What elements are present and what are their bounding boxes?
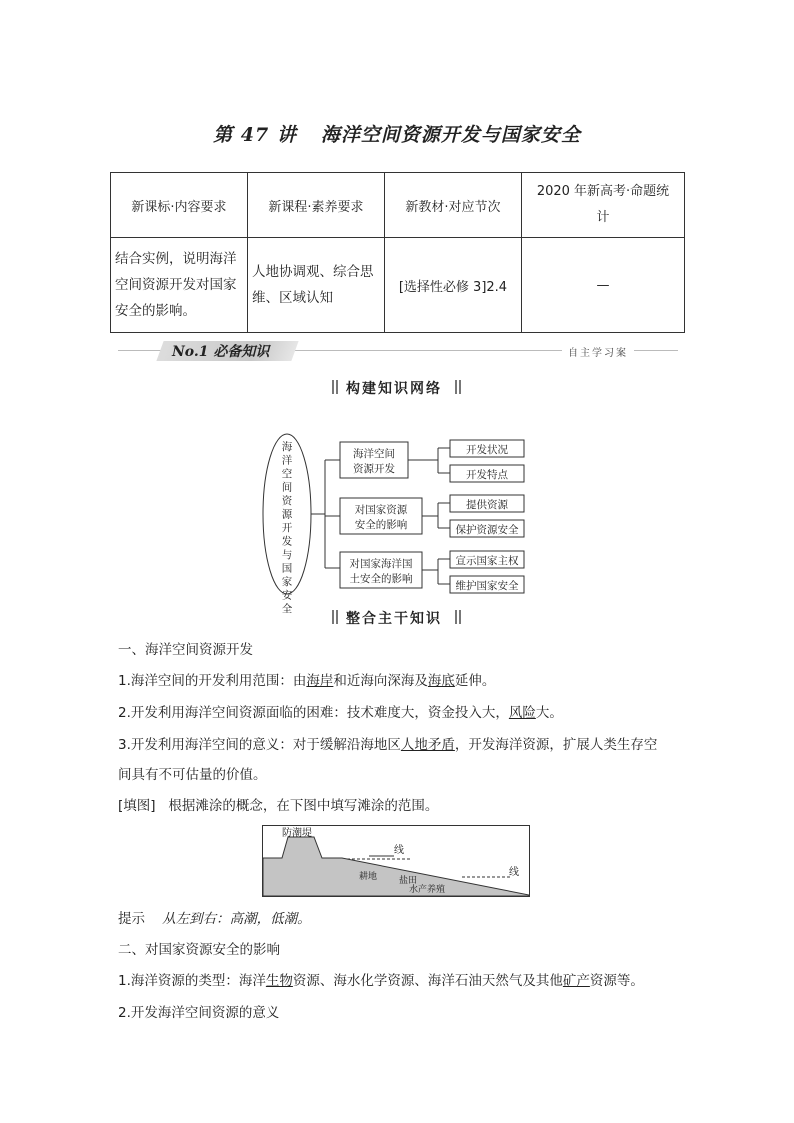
paragraph-significance: 3.开发利用海洋空间的意义：对于缓解沿海地区人地矛盾，开发海洋资源，扩展人类生存空 bbox=[118, 737, 658, 753]
label-line-high: 线 bbox=[394, 845, 404, 856]
tip: 提示 从左到右：高潮，低潮。 bbox=[118, 911, 311, 927]
table-header-cell: 新课标·内容要求 bbox=[111, 173, 248, 238]
label-dike: 防潮堤 bbox=[282, 828, 312, 839]
paragraph-significance-cont: 间具有不可估量的价值。 bbox=[118, 767, 267, 783]
mindmap-leaf: 开发状况 bbox=[466, 444, 508, 456]
part2-heading: 二、对国家资源安全的影响 bbox=[118, 942, 280, 958]
heading-bar-left bbox=[332, 380, 334, 394]
heading-bar-right bbox=[455, 610, 457, 624]
table-cell: 人地协调观、综合思维、区域认知 bbox=[247, 238, 384, 333]
tidal-flat-figure bbox=[262, 825, 530, 897]
label-salt-field: 盐田 bbox=[399, 876, 418, 886]
mindmap-root-char: 安 bbox=[281, 589, 293, 602]
page-title bbox=[0, 120, 794, 147]
mindmap-branch: 海洋空间 bbox=[353, 448, 395, 460]
heading-bar-right bbox=[455, 380, 457, 394]
heading-knowledge-network: 构建知识网络 bbox=[346, 381, 442, 397]
mindmap-root-char: 开 bbox=[281, 522, 293, 534]
mindmap-leaf: 提供资源 bbox=[466, 499, 508, 511]
mindmap-root-char: 空 bbox=[281, 468, 293, 480]
mindmap-root-char: 洋 bbox=[281, 454, 293, 467]
mindmap-root-char: 发 bbox=[281, 535, 293, 548]
label-aquaculture: 水产养殖 bbox=[409, 885, 446, 895]
answer-blank: 风险 bbox=[508, 705, 536, 721]
knowledge-mindmap bbox=[260, 432, 535, 615]
table-header-cell: 2020 年新高考·命题统计 bbox=[521, 173, 684, 238]
answer-blank: 海岸 bbox=[306, 673, 334, 689]
lecture-number: 第 47 讲 bbox=[213, 124, 297, 146]
answer-blank: 生物 bbox=[265, 973, 293, 989]
table-cell: — bbox=[521, 238, 684, 333]
mindmap-root-char: 与 bbox=[281, 549, 293, 561]
table-cell: 结合实例，说明海洋空间资源开发对国家安全的影响。 bbox=[111, 238, 248, 333]
section-right-label: 自主学习案 bbox=[568, 348, 628, 359]
paragraph-difficulties: 2.开发利用海洋空间资源面临的困难：技术难度大，资金投入大，风险大。 bbox=[118, 705, 563, 721]
mindmap-root-char: 国 bbox=[281, 562, 293, 575]
part1-heading: 一、海洋空间资源开发 bbox=[118, 642, 253, 658]
mindmap-root-char: 全 bbox=[281, 603, 293, 615]
mindmap-root-char: 间 bbox=[281, 481, 293, 494]
mindmap-root bbox=[282, 440, 293, 615]
mindmap-branch: 对国家海洋国 bbox=[349, 558, 413, 570]
label-farmland: 耕地 bbox=[359, 872, 378, 882]
mindmap-root-char: 家 bbox=[281, 576, 293, 588]
answer-blank: 海底 bbox=[427, 673, 455, 689]
mindmap-root-char: 海 bbox=[281, 441, 293, 453]
mindmap-branch: 资源开发 bbox=[353, 463, 395, 475]
fill-instruction: [填图] 根据滩涂的概念，在下图中填写滩涂的范围。 bbox=[118, 798, 439, 814]
heading-integrate-knowledge: 整合主干知识 bbox=[346, 611, 442, 627]
table-row bbox=[111, 238, 685, 333]
requirements-table bbox=[110, 172, 685, 333]
answer-blank: 人地矛盾 bbox=[400, 737, 455, 753]
fill-tag: [填图] bbox=[118, 798, 156, 814]
mindmap-branch: 安全的影响 bbox=[354, 519, 408, 531]
paragraph-development-significance: 2.开发海洋空间资源的意义 bbox=[118, 1005, 280, 1021]
table-header-row bbox=[111, 173, 685, 238]
table-header-cell: 新教材·对应节次 bbox=[384, 173, 521, 238]
mindmap-leaf: 维护国家安全 bbox=[455, 580, 519, 592]
table-cell: [选择性必修 3]2.4 bbox=[384, 238, 521, 333]
label-line-low: 线 bbox=[509, 867, 519, 878]
mindmap-leaf: 保护资源安全 bbox=[455, 524, 519, 536]
mindmap-leaf: 宣示国家主权 bbox=[455, 555, 519, 567]
paragraph-scope: 1.海洋空间的开发利用范围：由海岸和近海向深海及海底延伸。 bbox=[118, 673, 496, 689]
mindmap-root-char: 资 bbox=[281, 495, 293, 507]
section-label: No.1 必备知识 bbox=[172, 344, 270, 360]
lecture-title: 海洋空间资源开发与国家安全 bbox=[320, 124, 581, 146]
heading-bar-left bbox=[332, 610, 334, 624]
mindmap-root-char: 源 bbox=[281, 508, 293, 521]
mindmap-leaf: 开发特点 bbox=[466, 469, 508, 481]
answer-blank: 矿产 bbox=[562, 973, 590, 989]
mindmap-branch: 土安全的影响 bbox=[349, 573, 413, 585]
tip-label: 提示 bbox=[118, 911, 145, 927]
paragraph-resource-types: 1.海洋资源的类型：海洋生物资源、海水化学资源、海洋石油天然气及其他矿产资源等。 bbox=[118, 973, 644, 989]
table-header-cell: 新课程·素养要求 bbox=[247, 173, 384, 238]
mindmap-branch: 对国家资源 bbox=[354, 504, 408, 516]
